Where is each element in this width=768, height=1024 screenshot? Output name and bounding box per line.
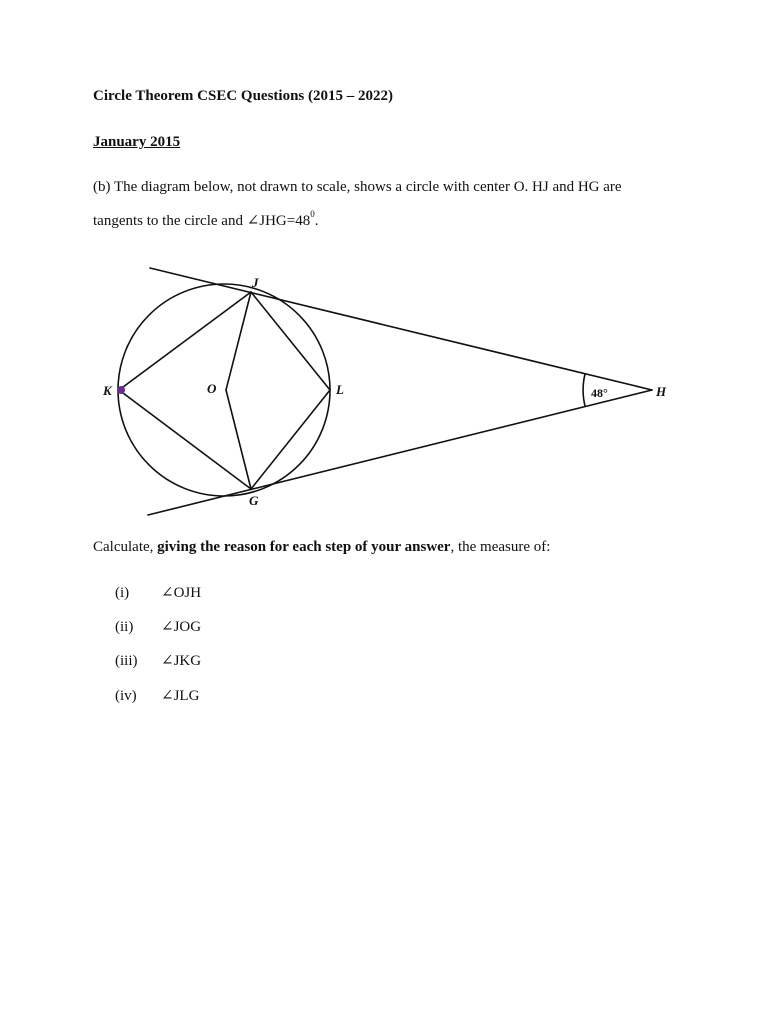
angle-label-h: 48° [591,386,608,400]
label-k: K [103,383,112,398]
tangent-hg [148,390,652,515]
point-k-marker [117,386,125,394]
label-l: L [336,382,344,397]
tangent-hj [150,268,652,390]
document-title: Circle Theorem CSEC Questions (2015 – 2022) [93,88,393,104]
intro-line-2-end: . [314,213,319,229]
label-g: G [249,493,259,508]
intro-line-1: (b) The diagram below, not drawn to scale, shows a circle with center O. HJ and HG are [93,179,622,195]
question-number: (ii) [115,619,134,635]
question-text: ∠JLG [161,688,200,704]
question-number: (i) [115,585,130,601]
question-text: ∠JOG [161,619,202,635]
question-text: ∠JKG [161,653,202,669]
chord-kj [119,292,251,390]
intro-line-2-text: tangents to the circle and ∠JHG=48 [93,213,311,229]
question-number: (iv) [115,688,137,704]
radius-oj [226,292,251,390]
radius-og [226,390,251,489]
calc-emphasis: giving the reason for each step of your answer [157,539,451,555]
label-j: J [252,275,259,290]
calculate-instruction [93,538,550,556]
circle [118,284,330,496]
degree-superscript: 0 [310,209,315,219]
question-text: ∠OJH [161,585,202,601]
chord-kg [119,390,251,489]
label-h: H [656,384,667,399]
question-number: (iii) [115,653,138,669]
label-o: O [207,381,217,396]
calc-prefix: Calculate, [93,539,158,555]
angle-arc-h [583,374,585,406]
section-heading: January 2015 [93,134,181,150]
calc-suffix: , the measure of: [450,539,551,555]
